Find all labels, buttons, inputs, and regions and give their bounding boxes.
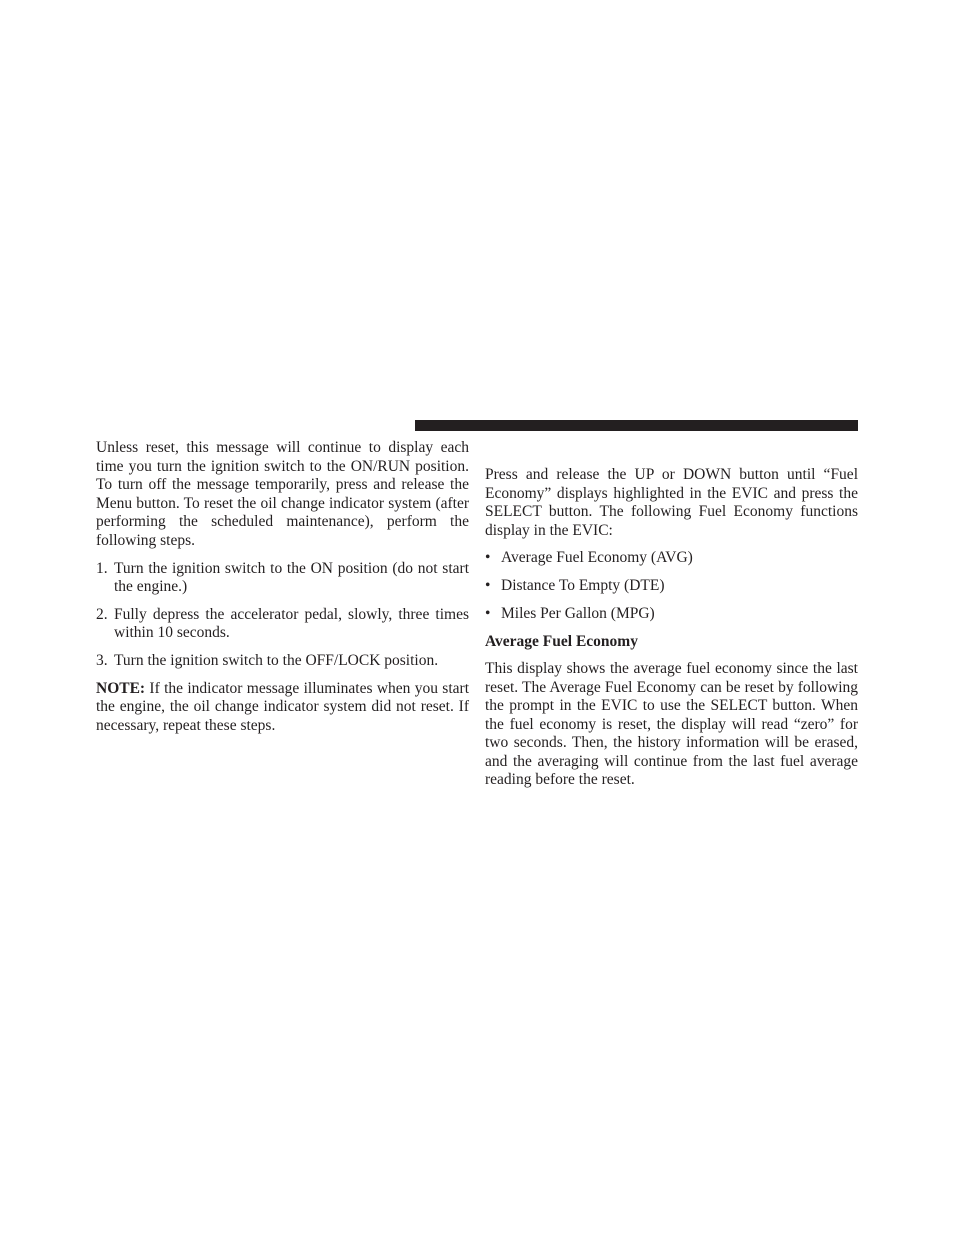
- average-fuel-economy-paragraph: This display shows the average fuel economy since the last reset. The Average Fuel Economy can be reset by following the prompt in the EVIC to use the SELECT button. When the fuel economy is reset, the display will read “zero” for two seconds. Then, the history information will be erased, and the averaging will continue from the last fuel average reading before the reset.: [485, 659, 858, 789]
- fuel-economy-functions-list: [485, 549, 858, 624]
- bullet-icon: •: [485, 549, 491, 567]
- note-text: If the indicator message illuminates when you start the engine, the oil change indicator system did not reset. If necessary, repeat these steps.: [96, 679, 469, 734]
- step-text-3: Turn the ignition switch to the OFF/LOCK position.: [114, 651, 439, 669]
- reset-steps-list: [96, 560, 469, 671]
- bullet-item-mpg: [485, 605, 858, 624]
- step-number-3: 3.: [96, 651, 108, 669]
- step-item-1: [96, 560, 469, 597]
- step-number-2: 2.: [96, 605, 108, 623]
- bullet-item-dte: [485, 577, 858, 596]
- note-paragraph: [96, 680, 469, 736]
- left-column: [96, 439, 469, 735]
- step-text-1: Turn the ignition switch to the ON position (do not start the engine.): [114, 559, 469, 596]
- bullet-icon: •: [485, 577, 491, 595]
- bullet-item-avg: [485, 549, 858, 568]
- bullet-text-mpg: Miles Per Gallon (MPG): [501, 605, 655, 623]
- bullet-text-dte: Distance To Empty (DTE): [501, 577, 665, 595]
- step-text-2: Fully depress the accelerator pedal, slowly, three times within 10 seconds.: [114, 605, 469, 642]
- bullet-text-avg: Average Fuel Economy (AVG): [501, 549, 693, 567]
- right-column: [485, 466, 858, 790]
- step-number-1: 1.: [96, 559, 108, 577]
- bullet-icon: •: [485, 605, 491, 623]
- note-label: NOTE:: [96, 679, 146, 697]
- average-fuel-economy-heading: Average Fuel Economy: [485, 633, 638, 651]
- oil-change-intro-paragraph: Unless reset, this message will continue to display each time you turn the ignition switch to the ON/RUN position. To turn off the message temporarily, press and release the Menu button. To reset the oil change indicator system (after performing the scheduled maintenance), perform the following steps.: [96, 439, 469, 549]
- fuel-economy-intro-paragraph: Press and release the UP or DOWN button until “Fuel Economy” displays highlighted in the EVIC and press the SELECT button. The following Fuel Economy functions display in the EVIC:: [485, 466, 858, 539]
- step-item-3: [96, 652, 469, 671]
- step-item-2: [96, 606, 469, 643]
- header-rule: [415, 420, 858, 431]
